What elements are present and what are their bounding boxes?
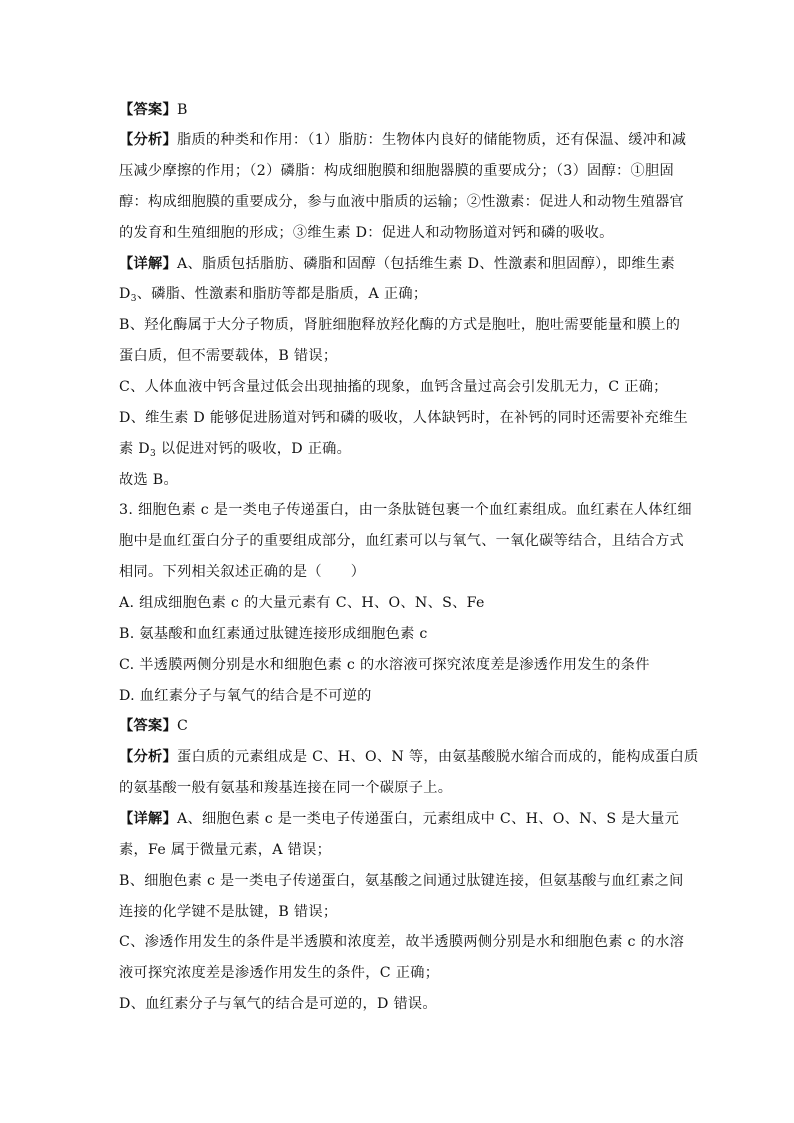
q2-analysis-line: 压减少摩擦的作用；（2）磷脂：构成细胞膜和细胞器膜的重要成分；（3）固醇：①胆固	[119, 163, 674, 179]
detail-text: 以促进对钙的吸收，D 正确。	[156, 441, 352, 457]
detail-label: 【详解】	[119, 256, 177, 272]
q2-detail-line	[119, 439, 351, 459]
analysis-text: 脂质的种类和作用：（1）脂肪：生物体内良好的储能物质，还有保温、缓冲和减	[176, 132, 687, 148]
detail-text: 、磷脂、性激素和脂肪等都是脂质，A 正确；	[136, 286, 428, 302]
q3-stem-line: 相同。下列相关叙述正确的是（ ）	[119, 564, 366, 580]
q3-option-d: D. 血红素分子与氧气的结合是不可逆的	[119, 688, 372, 704]
subscript: 3	[130, 294, 137, 304]
q3-analysis-line	[119, 747, 699, 767]
q3-detail-line: 连接的化学键不是肽键，B 错误；	[119, 904, 338, 920]
detail-text: A、脂质包括脂肪、磷脂和固醇（包括维生素 D、性激素和胆固醇），即维生素	[176, 256, 675, 272]
q3-detail-line: 液可探究浓度差是渗透作用发生的条件，C 正确；	[119, 965, 440, 981]
q3-option-a: A. 组成细胞色素 c 的大量元素有 C、H、O、N、S、Fe	[119, 595, 485, 611]
answer-value: B	[176, 102, 188, 118]
subscript: 3	[149, 449, 157, 459]
q3-stem-line: 3. 细胞色素 c 是一类电子传递蛋白，由一条肽链包裹一个血红素组成。血红素在人体红细	[119, 502, 692, 518]
detail-text: 素 D	[119, 441, 150, 457]
analysis-text: 蛋白质的元素组成是 C、H、O、N 等，由氨基酸脱水缩合而成的，能构成蛋白质	[176, 749, 699, 765]
q3-detail-line: C、渗透作用发生的条件是半透膜和浓度差，故半透膜两侧分别是水和细胞色素 c 的水溶	[119, 934, 685, 950]
q2-analysis-line	[119, 130, 686, 150]
detail-text: A、细胞色素 c 是一类电子传递蛋白，元素组成中 C、H、O、N、S 是大量元	[176, 811, 680, 827]
q3-detail-line: D、血红素分子与氧气的结合是可逆的，D 错误。	[119, 996, 437, 1012]
q3-option-b: B. 氨基酸和血红素通过肽键连接形成细胞色素 c	[119, 626, 428, 642]
q2-conclusion: 故选 B。	[119, 472, 178, 488]
q2-detail-line	[119, 284, 427, 304]
q2-detail-line: C、人体血液中钙含量过低会出现抽搐的现象，血钙含量过高会引发肌无力，C 正确；	[119, 379, 668, 395]
q3-detail-line: B、细胞色素 c 是一类电子传递蛋白，氨基酸之间通过肽键连接，但氨基酸与血红素之间	[119, 873, 684, 889]
q3-answer	[119, 716, 188, 736]
answer-value: C	[176, 718, 189, 734]
q3-detail-line: 素，Fe 属于微量元素，A 错误；	[119, 842, 332, 858]
analysis-label: 【分析】	[119, 749, 177, 765]
q3-analysis-line: 的氨基酸一般有氨基和羧基连接在同一个碳原子上。	[119, 780, 453, 796]
q2-detail-line: 蛋白质，但不需要载体，B 错误；	[119, 348, 338, 364]
q2-analysis-line: 醇：构成细胞膜的重要成分，参与血液中脂质的运输；②性激素：促进人和动物生殖器官	[119, 194, 685, 210]
q3-stem-line: 胞中是血红蛋白分子的重要组成部分，血红素可以与氧气、一氧化碳等结合，且结合方式	[119, 533, 685, 549]
q2-answer	[119, 100, 188, 120]
analysis-label: 【分析】	[119, 132, 177, 148]
q3-detail-line	[119, 809, 679, 829]
detail-text: D	[119, 286, 131, 302]
q2-detail-line: D、维生素 D 能够促进肠道对钙和磷的吸收，人体缺钙时，在补钙的同时还需要补充维生	[119, 410, 689, 426]
q2-detail-line: B、羟化酶属于大分子物质，肾脏细胞释放羟化酶的方式是胞吐，胞吐需要能量和膜上的	[119, 317, 681, 333]
q3-option-c: C. 半透膜两侧分别是水和细胞色素 c 的水溶液可探究浓度差是渗透作用发生的条件	[119, 657, 650, 673]
q2-detail-line	[119, 254, 675, 274]
answer-label: 【答案】	[119, 718, 177, 734]
answer-label: 【答案】	[119, 102, 177, 118]
detail-label: 【详解】	[119, 811, 177, 827]
q2-analysis-line: 的发育和生殖细胞的形成；③维生素 D：促进人和动物肠道对钙和磷的吸收。	[119, 225, 614, 241]
